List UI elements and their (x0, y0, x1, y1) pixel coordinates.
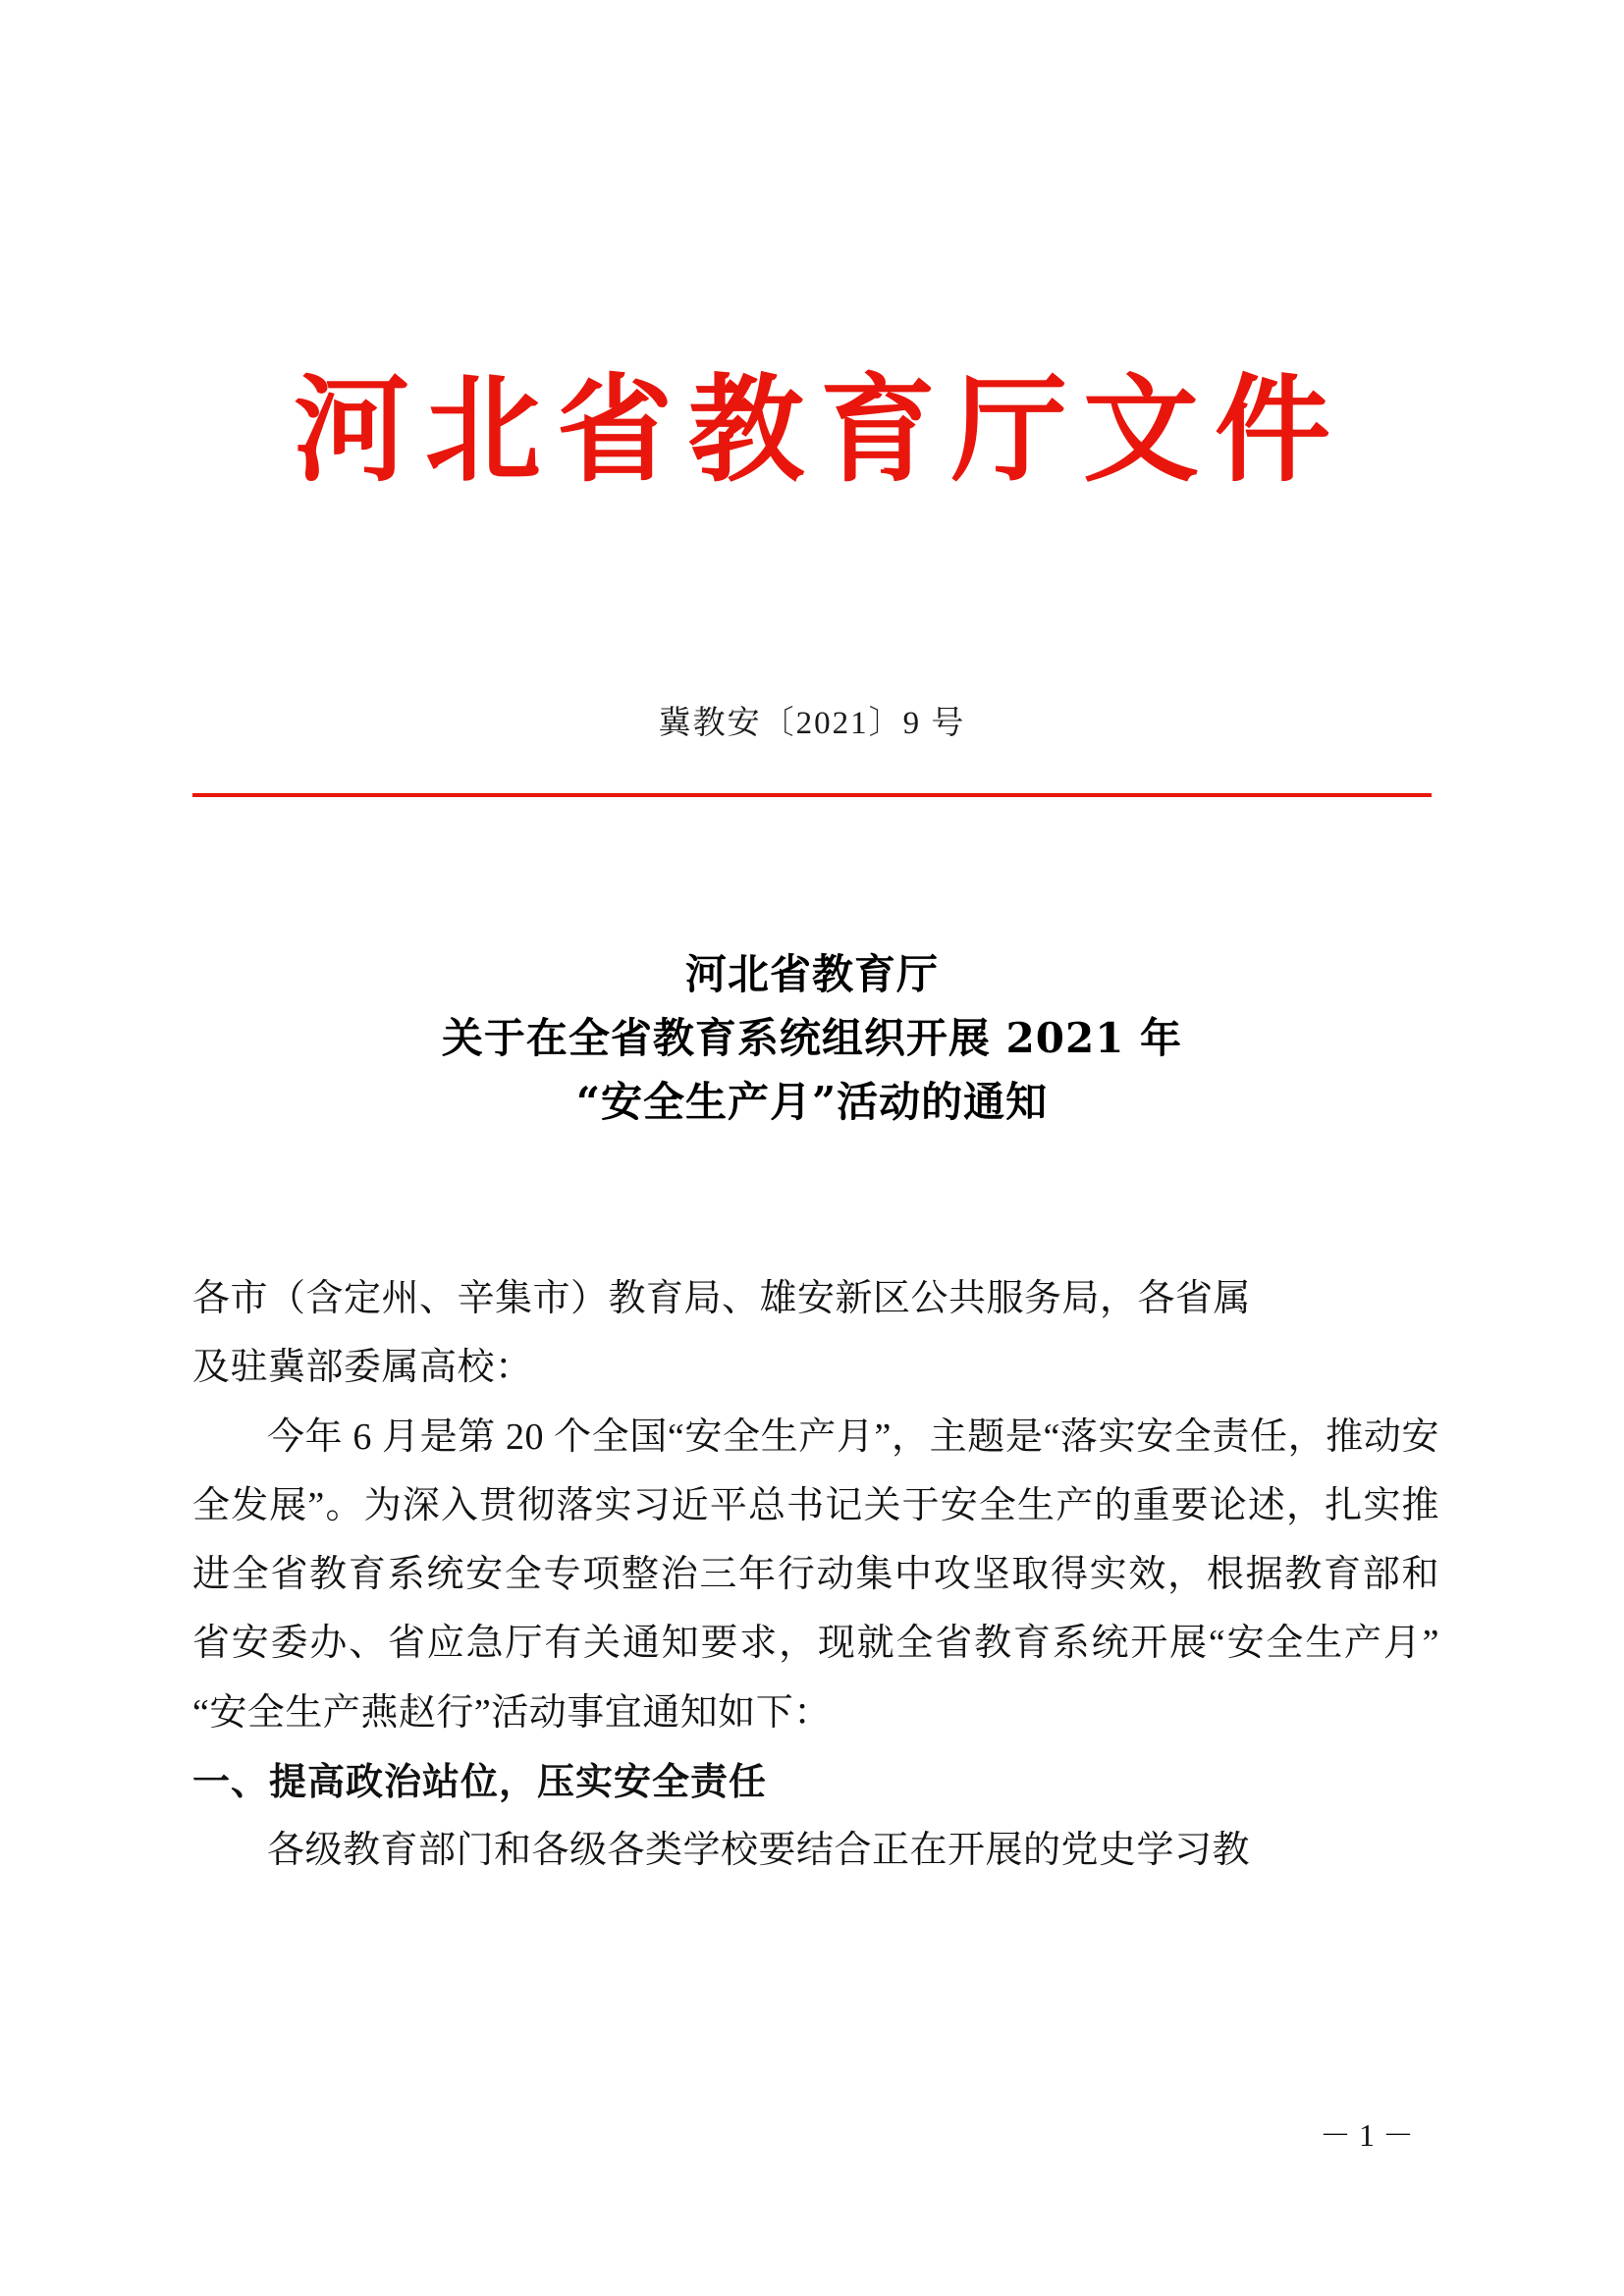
addressee-line-2: 及驻冀部委属高校： (192, 1347, 533, 1389)
section-paragraph-1: 各级教育部门和各级各类学校要结合正在开展的党史学习教 (267, 1830, 1251, 1872)
body-paragraph-1: 今年 6 月是第 20 个全国“安全生产月”，主题是“落实安全责任，推动安全发展”。为深入贯彻落实习近平总书记关于安全生产的重要论述，扎实推进全省教育系统安全专项整治三年行动集中攻坚取得实效，根据教育部和省安委办、省应急厅有关通知要求，现就全省教育系统开展“安全生产月”“安全生产燕赵行”活动事宜通知如下： (192, 1415, 1439, 1734)
document-body (192, 1264, 1439, 1886)
red-divider-rule (192, 793, 1432, 797)
page-number (0, 2110, 1624, 2156)
section-heading-1: 一、提高政治站位，压实安全责任 (192, 1760, 768, 1804)
title-line-1: 河北省教育厅 (684, 950, 939, 998)
title-line-3: “安全生产月”活动的通知 (575, 1078, 1049, 1127)
document-title (192, 942, 1432, 1134)
masthead (0, 363, 1624, 497)
addressee-line-1: 各市（含定州、辛集市）教育局、雄安新区公共服务局，各省属 (192, 1278, 1252, 1319)
document-number: 冀教安〔2021〕9 号 (658, 706, 966, 741)
title-line-2: 关于在全省教育系统组织开展 2021 年 (441, 1014, 1183, 1063)
masthead-title: 河北省教育厅文件 (293, 361, 1346, 498)
page-number-value: － 1 － (1319, 2117, 1414, 2153)
